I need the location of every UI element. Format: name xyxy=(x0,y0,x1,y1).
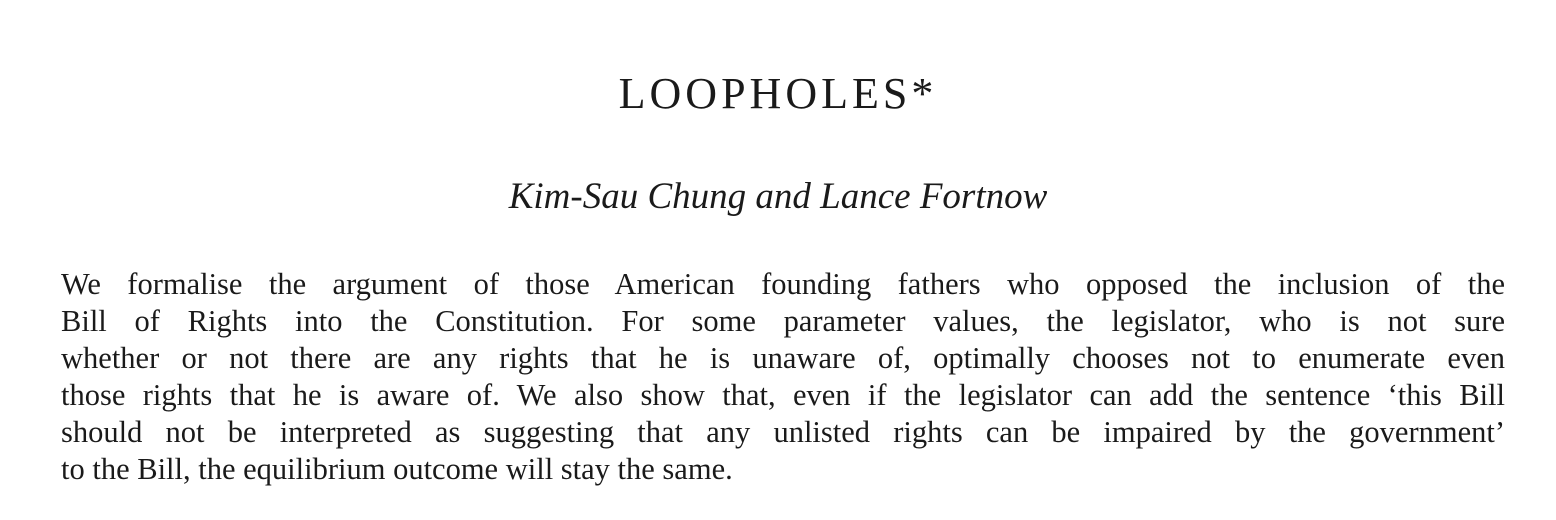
paper-title: LOOPHOLES* xyxy=(618,69,938,118)
abstract xyxy=(61,266,1505,488)
abstract-line: whether or not there are any rights that he is unaware of, optimally chooses not to enumerate even xyxy=(61,341,1505,375)
abstract-line: to the Bill, the equilibrium outcome will stay the same. xyxy=(61,452,733,486)
paper-authors: Kim-Sau Chung and Lance Fortnow xyxy=(508,176,1048,217)
abstract-line: should not be interpreted as suggesting that any unlisted rights can be impaired by the government’ xyxy=(61,415,1505,449)
abstract-line: We formalise the argument of those American founding fathers who opposed the inclusion of the xyxy=(61,267,1505,301)
abstract-line: those rights that he is aware of. We also show that, even if the legislator can add the sentence ‘this Bill xyxy=(61,378,1505,412)
abstract-line: Bill of Rights into the Constitution. For some parameter values, the legislator, who is not sure xyxy=(61,304,1505,338)
